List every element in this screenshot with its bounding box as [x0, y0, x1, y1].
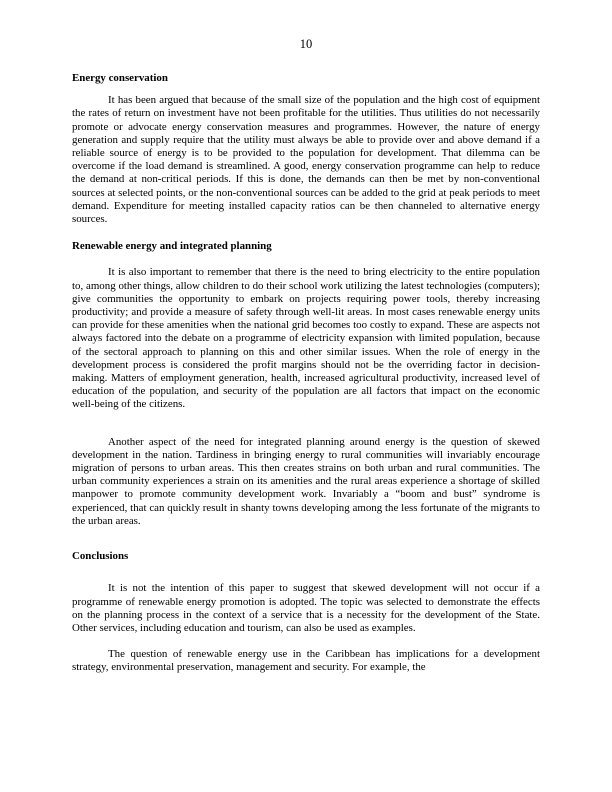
paragraph: It has been argued that because of the small size of the population and the high cost of equipment the rates of return on investment have not been profitable for the utilities. Thus utilities do not necessarily promote or advocate energy conservation measures and programmes. However, the nature of energy generation and supply require that the utility must always be able to provide over and above demand if a reliable source of energy is to be provided to the population for development. That dilemma can be overcome if the load demand is streamlined. A good, energy conservation programme can help to reduce the demand at non-critical periods. If this is done, the demands can then be met by non-conventional sources at selected points, or the non-conventional sources can be added to the grid at peak periods to meet demand. Expenditure for meeting installed capacity ratios can be then channeled to alternative energy sources. [72, 94, 540, 226]
page-number: 10 [299, 37, 313, 51]
document-body [72, 72, 540, 675]
paragraph: Another aspect of the need for integrated planning around energy is the question of skewed development in the nation. Tardiness in bringing energy to rural communities will invariably encourage migration of persons to urban areas. This then creates strains on both urban and rural communities. The urban community experiences a strain on its amenities and the rural areas experience a shortage of skilled manpower to promote community development work. Invariably a “boom and bust” syndrome is experienced, that can quickly result in shanty towns developing among the less fortunate of the migrants to the urban areas. [72, 435, 540, 527]
paragraph: The question of renewable energy use in the Caribbean has implications for a development strategy, environmental preservation, management and security. For example, the [72, 648, 540, 674]
paragraph: It is not the intention of this paper to suggest that skewed development will not occur if a programme of renewable energy promotion is adopted. The topic was selected to demonstrate the effects on the planning process in the context of a service that is a necessity for the development of the State. Other services, including education and tourism, can also be used as examples. [72, 582, 540, 634]
paragraph: It is also important to remember that there is the need to bring electricity to the entire population to, among other things, allow children to do their school work utilizing the latest technologies (computers); give communities the opportunity to embark on projects requiring power tools, thereby increasing productivity; and provide a measure of safety through well-lit areas. In most cases renewable energy units can provide for these amenities when the national grid becomes too costly to expand. These are aspects not always factored into the debate on a programme of electricity expansion with limited population, because of the sectoral approach to planning on this and other similar issues. When the role of energy in the development process is considered the profit margins should not be the overriding factor in decision-making. Matters of employment generation, health, increased agricultural productivity, increased level of education of the population, and security of the population are all factors that impact on the economic well-being of the citizens. [72, 266, 540, 411]
section-heading-energy-conservation: Energy conservation [72, 72, 168, 84]
section-heading-renewable-energy: Renewable energy and integrated planning [72, 240, 272, 253]
section-heading-conclusions: Conclusions [72, 550, 129, 563]
